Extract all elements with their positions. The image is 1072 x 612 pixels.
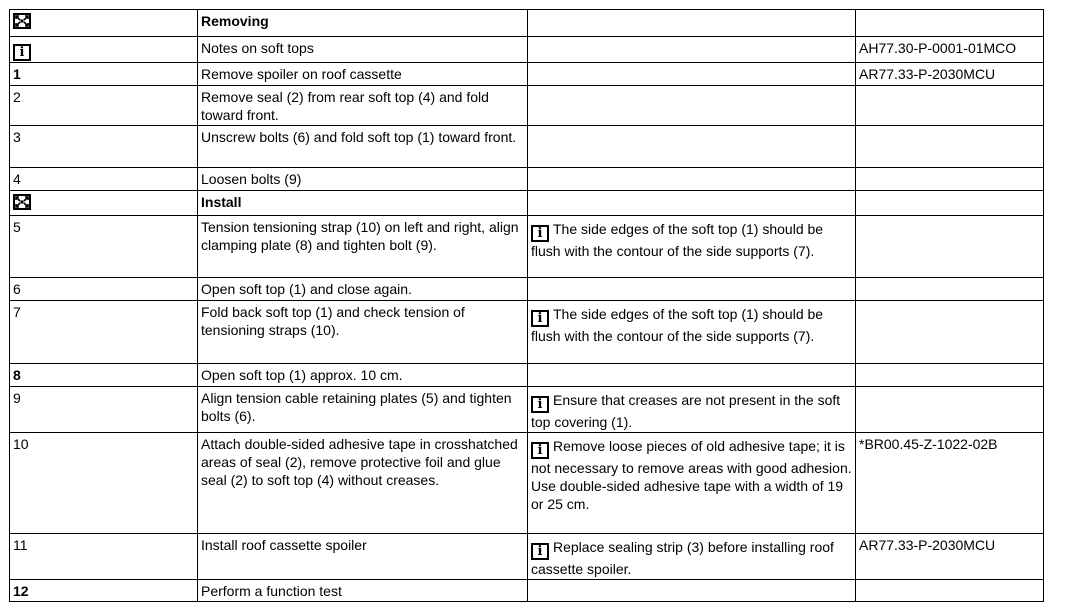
info-icon: i [531,225,549,242]
table-row [10,37,1044,63]
step-text: Tension tensioning strap (10) on left and right, align clamping plate (8) and tighten bolt (9). [198,216,528,278]
table-row [10,216,1044,278]
step-text: Remove seal (2) from rear soft top (4) and fold toward front. [198,86,528,126]
step-text: Open soft top (1) approx. 10 cm. [198,364,528,387]
section-title: Install [198,191,528,216]
table-row [10,364,1044,387]
note-cell [528,216,856,278]
step-text: Remove spoiler on roof cassette [198,63,528,86]
step-text: Notes on soft tops [198,37,528,63]
reference-link[interactable]: AR77.33-P-2030MCU [856,534,1044,580]
reference-link[interactable]: *BR00.45-Z-1022-02B [856,433,1044,534]
step-text: Install roof cassette spoiler [198,534,528,580]
table-row [10,301,1044,364]
table-row [10,126,1044,168]
info-icon: i [531,310,549,327]
tool-icon [13,13,31,29]
step-number: 3 [10,126,198,168]
section-icon-cell [10,10,198,37]
step-text: Fold back soft top (1) and check tension of tensioning straps (10). [198,301,528,364]
table-row [10,433,1044,534]
note-text: Ensure that creases are not present in the soft top covering (1). [531,392,841,430]
info-icon: i [531,543,549,560]
step-number: 2 [10,86,198,126]
step-text: Attach double-sided adhesive tape in crosshatched areas of seal (2), remove protective foil and glue seal (2) to soft top (4) without creases. [198,433,528,534]
note-text: The side edges of the soft top (1) should be flush with the contour of the side supports (7). [531,306,824,344]
reference-link[interactable]: AH77.30-P-0001-01MCO [856,37,1044,63]
note-text: The side edges of the soft top (1) should be flush with the contour of the side supports (7). [531,221,824,259]
step-number: 9 [10,387,198,433]
note-cell [528,301,856,364]
table-row [10,63,1044,86]
section-icon-cell [10,191,198,216]
step-number: 11 [10,534,198,580]
note-text-2: Use double-sided adhesive tape with a width of 19 or 25 cm. [531,478,844,512]
procedure-table [9,9,1044,602]
step-number: 6 [10,278,198,301]
table-row [10,278,1044,301]
table-row [10,387,1044,433]
info-icon: i [13,44,31,61]
note-cell [528,387,856,433]
table-row [10,191,1044,216]
table-row [10,534,1044,580]
step-number: 7 [10,301,198,364]
table-row [10,10,1044,37]
step-text: Loosen bolts (9) [198,168,528,191]
step-text: Perform a function test [198,580,528,602]
note-cell [528,534,856,580]
step-number: 4 [10,168,198,191]
info-icon: i [531,396,549,413]
section-title: Removing [198,10,528,37]
step-text: Open soft top (1) and close again. [198,278,528,301]
table-row [10,86,1044,126]
step-text: Unscrew bolts (6) and fold soft top (1) toward front. [198,126,528,168]
info-icon: i [531,442,549,459]
step-number: 8 [10,364,198,387]
note-cell [528,433,856,534]
step-text: Align tension cable retaining plates (5) and tighten bolts (6). [198,387,528,433]
step-number: 1 [10,63,198,86]
step-number: 5 [10,216,198,278]
step-number: 10 [10,433,198,534]
table-row [10,168,1044,191]
note-text: Remove loose pieces of old adhesive tape; it is not necessary to remove areas with good adhesion. [531,438,852,476]
reference-link[interactable]: AR77.33-P-2030MCU [856,63,1044,86]
table-row [10,580,1044,602]
tool-icon [13,194,31,210]
note-text: Replace sealing strip (3) before installing roof cassette spoiler. [531,539,834,577]
step-number: 12 [10,580,198,602]
